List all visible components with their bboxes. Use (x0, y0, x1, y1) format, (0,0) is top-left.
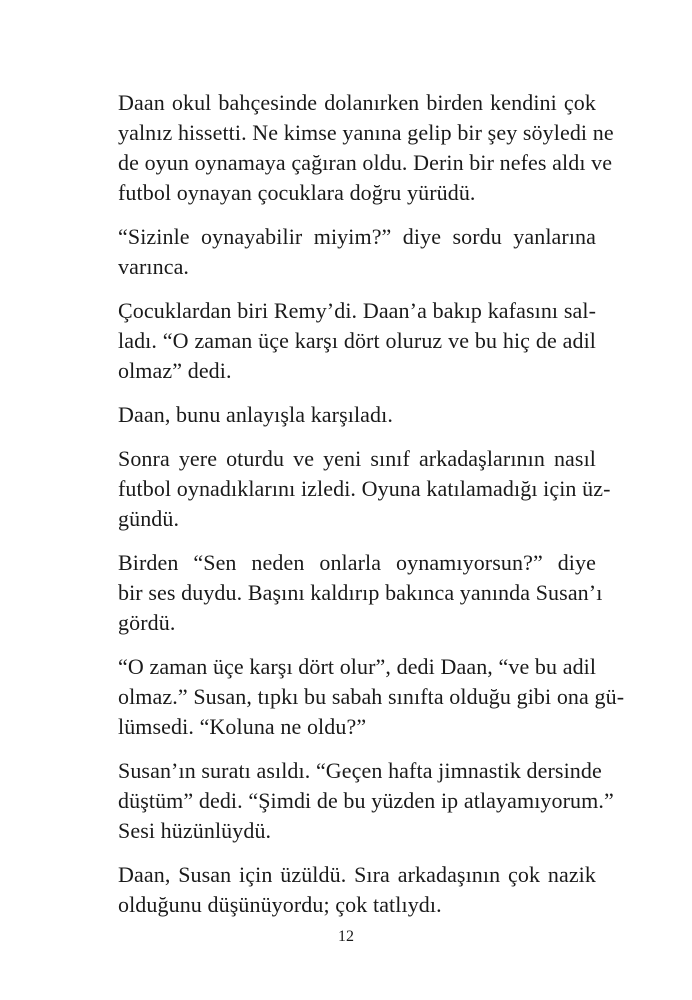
text-line: Susan’ın suratı asıldı. “Geçen hafta jimnastik dersinde (118, 758, 602, 783)
text-line: Sonra yere oturdu ve yeni sınıf arkadaşlarının nasıl (118, 446, 596, 471)
paragraph-1 (118, 88, 614, 208)
text-line: Daan, bunu anlayışla karşıladı. (118, 402, 393, 427)
text-line: “Sizinle oynayabilir miyim?” diye sordu yanlarına (118, 224, 596, 249)
text-line: Sesi hüzünlüydü. (118, 818, 272, 843)
text-line: futbol oynadıklarını izledi. Oyuna katılamadığı için üz- (118, 476, 611, 501)
text-line: Daan, Susan için üzüldü. Sıra arkadaşının çok nazik (118, 862, 596, 887)
text-line: olduğunu düşünüyordu; çok tatlıydı. (118, 892, 442, 917)
text-line: lümsedi. “Koluna ne oldu?” (118, 714, 367, 739)
text-line: “O zaman üçe karşı dört olur”, dedi Daan, “ve bu adil (118, 654, 597, 679)
text-line: varınca. (118, 254, 190, 279)
page-number: 12 (338, 928, 354, 945)
paragraph-6 (118, 548, 603, 638)
paragraph-7 (118, 652, 625, 742)
text-line: futbol oynayan çocuklara doğru yürüdü. (118, 180, 476, 205)
paragraph-4 (118, 400, 596, 430)
paragraph-5 (118, 444, 611, 534)
text-line: olmaz.” Susan, tıpkı bu sabah sınıfta olduğu gibi ona gü- (118, 684, 625, 709)
text-line: de oyun oynamaya çağıran oldu. Derin bir nefes aldı ve (118, 150, 613, 175)
text-line: düştüm” dedi. “Şimdi de bu yüzden ip atlayamıyorum.” (118, 788, 614, 813)
text-line: gündü. (118, 506, 180, 531)
paragraph-8 (118, 756, 614, 846)
paragraph-9 (118, 860, 596, 920)
page-body (118, 88, 625, 934)
text-line: yalnız hissetti. Ne kimse yanına gelip bir şey söyledi ne (118, 120, 614, 145)
text-line: gördü. (118, 610, 176, 635)
paragraph-2 (118, 222, 596, 282)
text-line: Daan okul bahçesinde dolanırken birden kendini çok (118, 90, 596, 115)
text-line: ladı. “O zaman üçe karşı dört oluruz ve bu hiç de adil (118, 328, 596, 353)
text-line: Çocuklardan biri Remy’di. Daan’a bakıp kafasını sal- (118, 298, 596, 323)
text-line: olmaz” dedi. (118, 358, 232, 383)
paragraph-3 (118, 296, 596, 386)
text-line: bir ses duydu. Başını kaldırıp bakınca yanında Susan’ı (118, 580, 603, 605)
text-line: Birden “Sen neden onlarla oynamıyorsun?” diye (118, 550, 596, 575)
